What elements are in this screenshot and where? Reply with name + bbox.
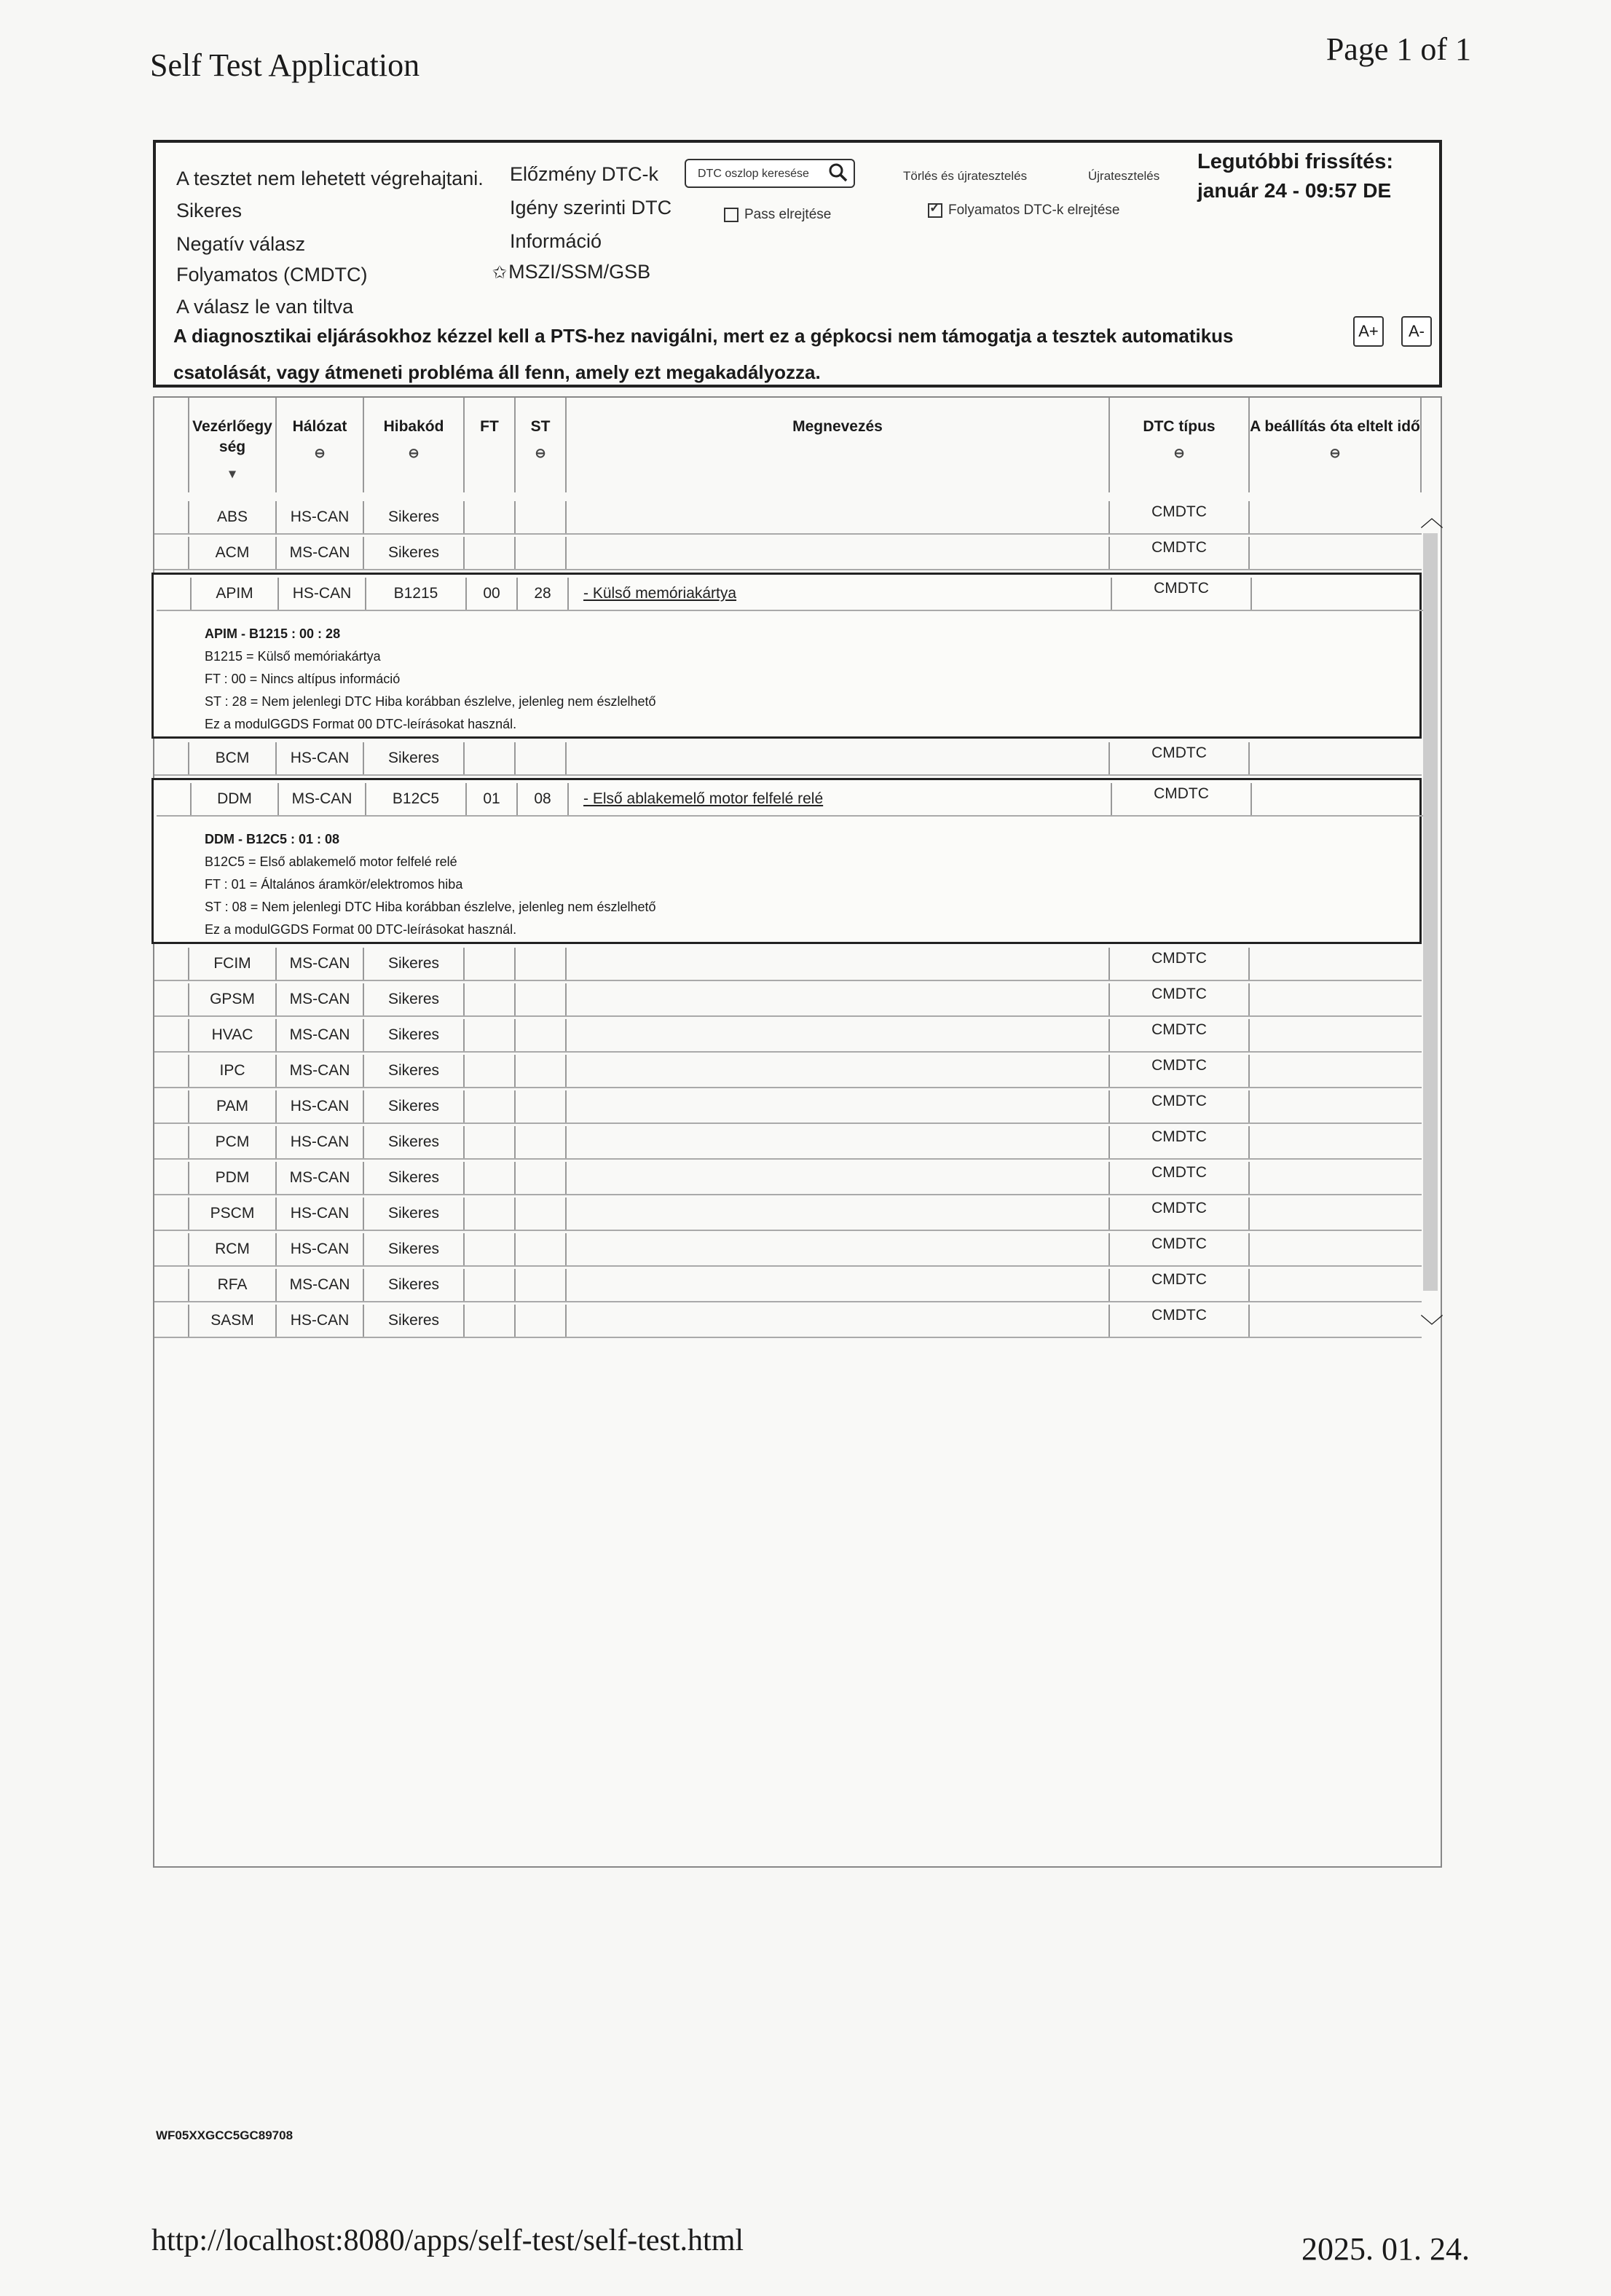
cell-elapsed-time [1248, 537, 1422, 569]
legend-not-executed: A tesztet nem lehetett végrehajtani. [176, 168, 484, 189]
table-row[interactable] [157, 783, 1424, 817]
column-module[interactable]: Vezérlőegy ség ▾ [188, 398, 275, 492]
cell-dtc-type: CMDTC [1108, 948, 1248, 980]
table-row[interactable] [154, 537, 1422, 570]
cell-st [514, 983, 565, 1015]
page-number: Page 1 of 1 [1326, 31, 1471, 67]
cell-description [565, 948, 1108, 980]
cell-ft [463, 1126, 514, 1158]
column-ft[interactable]: FT [463, 398, 514, 492]
cell-elapsed-time [1248, 1162, 1422, 1194]
retest-button[interactable]: Újratesztelés [1088, 169, 1160, 183]
legend-continuous: Folyamatos (CMDTC) [176, 264, 368, 286]
cell-elapsed-time [1250, 783, 1424, 815]
cell-code: Sikeres [363, 1198, 463, 1230]
cell-network: HS-CAN [275, 742, 363, 774]
cell-network: MS-CAN [277, 783, 365, 815]
table-row[interactable] [154, 1162, 1422, 1195]
dtc-detail-line: Ez a modulGGDS Format 00 DTC-leírásokat használ. [205, 717, 517, 731]
hide-pass-box[interactable] [724, 208, 738, 222]
search-placeholder: DTC oszlop keresése [698, 168, 809, 180]
cell-dtc-type: CMDTC [1108, 1126, 1248, 1158]
cell-network: MS-CAN [275, 948, 363, 980]
cell-elapsed-time [1248, 1126, 1422, 1158]
cell-code: Sikeres [363, 742, 463, 774]
cell-st: 28 [516, 578, 567, 610]
cell-module: HVAC [188, 1019, 275, 1051]
cell-elapsed-time [1248, 742, 1422, 774]
cell-ft [463, 1162, 514, 1194]
table-row[interactable] [154, 1090, 1422, 1124]
cell-code: Sikeres [363, 1126, 463, 1158]
cell-ft [463, 948, 514, 980]
cell-module: APIM [190, 578, 277, 610]
cell-st [514, 1233, 565, 1265]
chevron-down-icon[interactable]: ﹀ [1420, 1313, 1444, 1340]
column-st[interactable]: ST ⊖ [514, 398, 565, 492]
cell-network: MS-CAN [275, 1019, 363, 1051]
dtc-detail-line: APIM - B1215 : 00 : 28 [205, 626, 341, 641]
cell-module: ABS [188, 501, 275, 533]
status-header-panel [153, 140, 1442, 388]
cell-network: HS-CAN [277, 578, 365, 610]
cell-description [565, 1090, 1108, 1123]
cell-description [565, 1019, 1108, 1051]
cell-st [514, 501, 565, 533]
table-row[interactable] [154, 1233, 1422, 1267]
cell-ft [463, 537, 514, 569]
cell-st [514, 1090, 565, 1123]
cell-module: BCM [188, 742, 275, 774]
print-date: 2025. 01. 24. [1301, 2231, 1470, 2267]
legend-mszi: ✩MSZI/SSM/GSB [492, 261, 651, 283]
table-row[interactable] [154, 1126, 1422, 1160]
cell-ft: 01 [465, 783, 516, 815]
column-elapsed-time[interactable]: A beállítás óta eltelt idő ⊖ [1248, 398, 1422, 492]
legend-disabled: A válasz le van tiltva [176, 296, 354, 318]
font-decrease-button[interactable]: A- [1401, 316, 1432, 347]
star-icon: ✩ [492, 263, 508, 283]
cell-code: Sikeres [363, 537, 463, 569]
cell-code: B12C5 [365, 783, 465, 815]
cell-st [514, 1305, 565, 1337]
cell-module: ACM [188, 537, 275, 569]
cell-network: HS-CAN [275, 1305, 363, 1337]
cell-description[interactable]: - Külső memóriakártya [567, 578, 1111, 610]
cell-module: SASM [188, 1305, 275, 1337]
clear-retest-button[interactable]: Törlés és újratesztelés [903, 169, 1028, 183]
cell-st [514, 1198, 565, 1230]
cell-module: DDM [190, 783, 277, 815]
cell-dtc-type: CMDTC [1108, 501, 1248, 533]
cell-elapsed-time [1248, 1305, 1422, 1337]
cell-module: PSCM [188, 1198, 275, 1230]
cell-elapsed-time [1248, 1090, 1422, 1123]
cell-elapsed-time [1248, 501, 1422, 533]
cell-dtc-type: CMDTC [1108, 1233, 1248, 1265]
table-row[interactable] [154, 948, 1422, 981]
cell-code: Sikeres [363, 1162, 463, 1194]
cell-ft [463, 1198, 514, 1230]
cell-network: MS-CAN [275, 983, 363, 1015]
cell-elapsed-time [1248, 1198, 1422, 1230]
cell-ft [463, 501, 514, 533]
legend-success: Sikeres [176, 200, 243, 221]
sort-icon[interactable]: ⊖ [314, 446, 326, 460]
cell-description [565, 537, 1108, 569]
cell-st [514, 1019, 565, 1051]
cell-dtc-type: CMDTC [1108, 1055, 1248, 1087]
dtc-detail-line: B12C5 = Első ablakemelő motor felfelé relé [205, 854, 457, 869]
cell-st [514, 1126, 565, 1158]
cell-network: HS-CAN [275, 501, 363, 533]
cell-code: Sikeres [363, 1090, 463, 1123]
cell-description [565, 1305, 1108, 1337]
hide-continuous-checkbox[interactable]: ✓ Folyamatos DTC-k elrejtése [928, 203, 1119, 219]
cell-elapsed-time [1250, 578, 1424, 610]
cell-dtc-type: CMDTC [1111, 578, 1250, 610]
dtc-search-input[interactable] [685, 159, 855, 188]
cell-ft [463, 1305, 514, 1337]
cell-dtc-type: CMDTC [1108, 1162, 1248, 1194]
legend-history: Előzmény DTC-k [510, 163, 659, 185]
cell-ft [463, 983, 514, 1015]
cell-description [565, 983, 1108, 1015]
table-row[interactable] [157, 578, 1424, 611]
last-refresh-label: Legutóbbi frissítés: [1197, 150, 1394, 173]
hide-continuous-box[interactable] [928, 203, 942, 218]
column-description[interactable]: Megnevezés [565, 398, 1108, 492]
cell-ft [463, 1090, 514, 1123]
cell-dtc-type: CMDTC [1108, 1019, 1248, 1051]
cell-ft [463, 1233, 514, 1265]
cell-ft [463, 1055, 514, 1087]
table-header [154, 398, 1422, 492]
cell-network: HS-CAN [275, 1198, 363, 1230]
column-dtc-type[interactable]: DTC típus ⊖ [1108, 398, 1248, 492]
cell-dtc-type: CMDTC [1108, 537, 1248, 569]
dtc-table [153, 396, 1442, 1868]
dtc-details [205, 828, 656, 941]
cell-st [514, 1162, 565, 1194]
cell-ft [463, 1269, 514, 1301]
cell-code: Sikeres [363, 948, 463, 980]
cell-module: GPSM [188, 983, 275, 1015]
cell-description [565, 742, 1108, 774]
cell-elapsed-time [1248, 1233, 1422, 1265]
cell-dtc-type: CMDTC [1108, 742, 1248, 774]
dtc-detail-line: B1215 = Külső memóriakártya [205, 649, 381, 664]
dtc-detail-line: ST : 28 = Nem jelenlegi DTC Hiba korábban észlelve, jelenleg nem észlelhető [205, 694, 656, 709]
cell-network: HS-CAN [275, 1090, 363, 1123]
cell-network: HS-CAN [275, 1126, 363, 1158]
cell-module: RCM [188, 1233, 275, 1265]
cell-dtc-type: CMDTC [1108, 1198, 1248, 1230]
cell-st [514, 1269, 565, 1301]
dtc-detail-line: FT : 01 = Általános áramkör/elektromos hiba [205, 877, 463, 892]
cell-dtc-type: CMDTC [1108, 1090, 1248, 1123]
table-row[interactable] [154, 1269, 1422, 1302]
cell-st: 08 [516, 783, 567, 815]
cell-elapsed-time [1248, 1019, 1422, 1051]
sort-icon[interactable]: ⊖ [535, 446, 546, 460]
expanded-dtc-row[interactable] [151, 778, 1422, 944]
search-icon[interactable] [827, 162, 849, 184]
table-row[interactable] [154, 1305, 1422, 1338]
cell-description [565, 1269, 1108, 1301]
table-row[interactable] [154, 1055, 1422, 1088]
legend-on-demand: Igény szerinti DTC [510, 197, 672, 219]
hide-pass-checkbox[interactable]: Pass elrejtése [724, 207, 831, 223]
cell-code: B1215 [365, 578, 465, 610]
cell-st [514, 948, 565, 980]
sort-icon[interactable]: ⊖ [1329, 446, 1341, 460]
cell-code: Sikeres [363, 983, 463, 1015]
cell-network: MS-CAN [275, 537, 363, 569]
legend-info: Információ [510, 230, 602, 252]
cell-elapsed-time [1248, 1269, 1422, 1301]
cell-description [565, 501, 1108, 533]
chevron-up-icon[interactable]: ︿ [1420, 505, 1444, 531]
last-refresh-time: január 24 - 09:57 DE [1197, 179, 1392, 202]
cell-dtc-type: CMDTC [1108, 1269, 1248, 1301]
print-title: Self Test Application [150, 47, 420, 83]
cell-ft [463, 1019, 514, 1051]
table-row[interactable] [154, 1198, 1422, 1231]
legend-negative: Negatív válasz [176, 233, 306, 255]
dtc-detail-line: FT : 00 = Nincs altípus információ [205, 672, 401, 686]
cell-code: Sikeres [363, 1269, 463, 1301]
table-scrollbar[interactable] [1420, 505, 1444, 1340]
cell-network: MS-CAN [275, 1055, 363, 1087]
dtc-details [205, 623, 656, 736]
dtc-detail-line: DDM - B12C5 : 01 : 08 [205, 832, 340, 846]
dtc-detail-line: ST : 08 = Nem jelenlegi DTC Hiba korábban észlelve, jelenleg nem észlelhető [205, 900, 656, 914]
cell-description [565, 1126, 1108, 1158]
cell-description[interactable]: - Első ablakemelő motor felfelé relé [567, 783, 1111, 815]
vin-number: WF05XXGCC5GC89708 [156, 2128, 294, 2142]
font-increase-button[interactable]: A+ [1353, 316, 1384, 347]
cell-dtc-type: CMDTC [1111, 783, 1250, 815]
print-url: http://localhost:8080/apps/self-test/self-test.html [151, 2224, 744, 2257]
manual-navigation-notice: A diagnosztikai eljárásokhoz kézzel kell a PTS-hez navigálni, mert ez a gépkocsi nem támogatja a tesztek automatikus csatolását, vagy átmeneti probléma áll fenn, amely ezt megakadályozza. [173, 325, 1234, 383]
cell-module: PAM [188, 1090, 275, 1123]
dtc-detail-line: Ez a modulGGDS Format 00 DTC-leírásokat használ. [205, 922, 517, 937]
cell-description [565, 1055, 1108, 1087]
cell-st [514, 537, 565, 569]
cell-elapsed-time [1248, 948, 1422, 980]
cell-description [565, 1198, 1108, 1230]
cell-elapsed-time [1248, 983, 1422, 1015]
cell-network: HS-CAN [275, 1233, 363, 1265]
cell-st [514, 742, 565, 774]
column-code[interactable]: Hibakód ⊖ [363, 398, 463, 492]
cell-description [565, 1162, 1108, 1194]
sort-down-icon[interactable]: ▾ [229, 466, 236, 481]
sort-icon[interactable]: ⊖ [1173, 446, 1185, 460]
cell-code: Sikeres [363, 1055, 463, 1087]
cell-code: Sikeres [363, 501, 463, 533]
cell-dtc-type: CMDTC [1108, 1305, 1248, 1337]
cell-code: Sikeres [363, 1233, 463, 1265]
table-row[interactable] [154, 983, 1422, 1017]
column-network[interactable]: Hálózat ⊖ [275, 398, 363, 492]
table-row[interactable] [154, 1019, 1422, 1053]
cell-description [565, 1233, 1108, 1265]
cell-module: PDM [188, 1162, 275, 1194]
cell-code: Sikeres [363, 1305, 463, 1337]
cell-st [514, 1055, 565, 1087]
cell-dtc-type: CMDTC [1108, 983, 1248, 1015]
cell-code: Sikeres [363, 1019, 463, 1051]
cell-network: MS-CAN [275, 1269, 363, 1301]
table-row[interactable] [154, 501, 1422, 535]
cell-module: FCIM [188, 948, 275, 980]
cell-network: MS-CAN [275, 1162, 363, 1194]
cell-elapsed-time [1248, 1055, 1422, 1087]
cell-ft: 00 [465, 578, 516, 610]
cell-module: IPC [188, 1055, 275, 1087]
cell-module: RFA [188, 1269, 275, 1301]
cell-module: PCM [188, 1126, 275, 1158]
expanded-dtc-row[interactable] [151, 573, 1422, 739]
table-row[interactable] [154, 742, 1422, 776]
cell-ft [463, 742, 514, 774]
scroll-track[interactable] [1423, 533, 1438, 1291]
sort-icon[interactable]: ⊖ [408, 446, 420, 460]
